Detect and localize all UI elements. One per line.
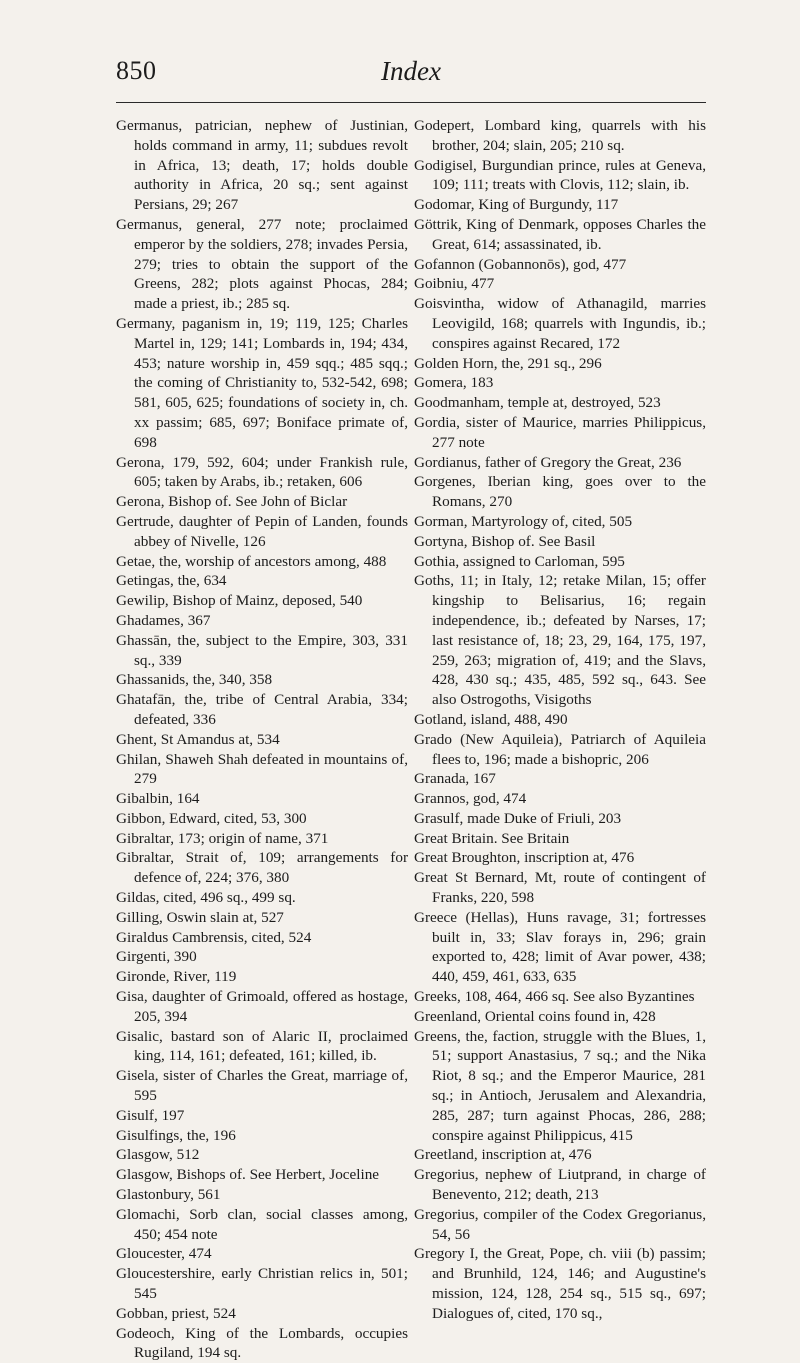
index-entry: Gomera, 183 bbox=[414, 374, 494, 392]
index-entry: Godeoch, King of the Lombards, occupies Rugiland, 194 sq. bbox=[116, 1324, 408, 1362]
index-entry: Gertrude, daughter of Pepin of Landen, founds abbey of Nivelle, 126 bbox=[116, 512, 408, 550]
index-entry: Girgenti, 390 bbox=[116, 948, 197, 966]
page-number: 850 bbox=[116, 56, 157, 85]
index-entry: Goibniu, 477 bbox=[414, 275, 495, 293]
left-column bbox=[116, 116, 408, 1363]
index-entry: Greenland, Oriental coins found in, 428 bbox=[414, 1007, 656, 1025]
index-entry: Glomachi, Sorb clan, social classes among, 450; 454 note bbox=[116, 1205, 408, 1243]
index-entry: Great Broughton, inscription at, 476 bbox=[414, 849, 635, 867]
index-entry: Gotland, island, 488, 490 bbox=[414, 710, 568, 728]
index-entry: Gisulf, 197 bbox=[116, 1106, 185, 1124]
index-entry: Gordianus, father of Gregory the Great, 236 bbox=[414, 453, 682, 471]
index-entry: Germanus, general, 277 note; proclaimed emperor by the soldiers, 278; invades Persia, 279; tries to obtain the support of the Greens, 282; plots against Phocas, 284; made a priest, ib.; 285 sq. bbox=[116, 215, 408, 313]
index-entry: Gortyna, Bishop of. See Basil bbox=[414, 532, 596, 550]
index-entry: Ghassanids, the, 340, 358 bbox=[116, 671, 273, 689]
index-entry: Grannos, god, 474 bbox=[414, 790, 527, 808]
index-entry: Gerona, 179, 592, 604; under Frankish rule, 605; taken by Arabs, ib.; retaken, 606 bbox=[116, 453, 408, 491]
index-entry: Gewilip, Bishop of Mainz, deposed, 540 bbox=[116, 592, 363, 610]
index-entry: Getingas, the, 634 bbox=[116, 572, 227, 590]
index-entry: Greetland, inscription at, 476 bbox=[414, 1146, 592, 1164]
index-entry: Ghatafān, the, tribe of Central Arabia, 334; defeated, 336 bbox=[116, 691, 408, 728]
index-columns bbox=[116, 116, 706, 1363]
index-entry: Ghilan, Shaweh Shah defeated in mountains of, 279 bbox=[116, 750, 408, 788]
index-entry: Gothia, assigned to Carloman, 595 bbox=[414, 552, 625, 570]
running-title: Index bbox=[381, 56, 441, 86]
index-entry: Gobban, priest, 524 bbox=[116, 1304, 236, 1322]
index-entry: Ghassān, the, subject to the Empire, 303, 331 sq., 339 bbox=[116, 631, 408, 669]
right-column bbox=[414, 116, 706, 1363]
index-entry: Gisa, daughter of Grimoald, offered as hostage, 205, 394 bbox=[116, 988, 408, 1025]
index-entry: Glastonbury, 561 bbox=[116, 1186, 221, 1204]
index-entry: Grasulf, made Duke of Friuli, 203 bbox=[414, 809, 622, 827]
index-entry: Gerona, Bishop of. See John of Biclar bbox=[116, 493, 348, 511]
index-entry: Gloucester, 474 bbox=[116, 1245, 212, 1263]
index-entry: Gregory I, the Great, Pope, ch. viii (b) passim; and Brunhild, 124, 146; and Augustine's mission, 124, 128, 254 sq., 515 sq., 697; Dialogues of, cited, 170 sq., bbox=[414, 1245, 706, 1322]
index-entry: Granada, 167 bbox=[414, 770, 496, 788]
index-entry: Ghadames, 367 bbox=[116, 611, 211, 629]
index-entry: Goisvintha, widow of Athanagild, marries Leovigild, 168; quarrels with Ingundis, ib.; conspires against Recared, 172 bbox=[414, 295, 706, 352]
index-entry: Gorman, Martyrology of, cited, 505 bbox=[414, 512, 633, 530]
index-entry: Glasgow, 512 bbox=[116, 1146, 200, 1164]
index-entry: Gilling, Oswin slain at, 527 bbox=[116, 908, 284, 926]
index-entry: Godepert, Lombard king, quarrels with his brother, 204; slain, 205; 210 sq. bbox=[414, 117, 706, 154]
index-entry: Gildas, cited, 496 sq., 499 sq. bbox=[116, 889, 296, 907]
index-entry: Greece (Hellas), Huns ravage, 31; fortresses built in, 33; Slav forays in, 296; grain exported to, 428; limit of Avar power, 438; 440, 459, 461, 633, 635 bbox=[414, 908, 706, 986]
index-entry: Ghent, St Amandus at, 534 bbox=[116, 730, 280, 748]
index-entry: Giraldus Cambrensis, cited, 524 bbox=[116, 928, 312, 946]
index-entry: Glasgow, Bishops of. See Herbert, Joceline bbox=[116, 1166, 380, 1184]
index-entry: Germanus, patrician, nephew of Justinian, holds command in army, 11; subdues revolt in Africa, 13; death, 17; holds double authority in Africa, 20 sq.; sent against Persians, 29; 267 bbox=[116, 117, 408, 214]
index-entry: Greens, the, faction, struggle with the Blues, 1, 51; support Anastasius, 7 sq.; and the Nika Riot, 8 sq.; and the Emperor Maurice, 281 sq.; in Antioch, Jerusalem and Alexandria, 285, 287; turn against Phocas, 286, 288; conspire against Philippicus, 415 bbox=[414, 1027, 706, 1144]
index-entry: Greeks, 108, 464, 466 sq. See also Byzantines bbox=[414, 988, 695, 1006]
index-entry: Germany, paganism in, 19; 119, 125; Charles Martel in, 129; 141; Lombards in, 194; 434, 453; nature worship in, 459 sqq.; 485 sqq.; the coming of Christianity to, 532-542, 698; 581, 605, 625; foundations of society in, ch. xx passim; 685, 697; Boniface primate of, 698 bbox=[116, 314, 408, 451]
index-entry: Gofannon (Gobannonōs), god, 477 bbox=[414, 255, 627, 273]
index-entry: Grado (New Aquileia), Patriarch of Aquileia flees to, 196; made a bishopric, 206 bbox=[414, 730, 706, 768]
index-entry: Great St Bernard, Mt, route of contingent of Franks, 220, 598 bbox=[414, 869, 706, 907]
index-entry: Gibraltar, 173; origin of name, 371 bbox=[116, 829, 329, 847]
index-entry: Goths, 11; in Italy, 12; retake Milan, 15; offer kingship to Belisarius, 16; regain independence, ib.; defeated by Narses, 17; last resistance of, 18; 23, 29, 164, 175, 197, 259, 263; migration of, 419; and the Slavs, 428, 430 sq.; 435, 485, 592 sq., 643. See also Ostrogoths, Visigoths bbox=[414, 572, 706, 709]
page-header bbox=[116, 56, 706, 100]
header-rule bbox=[116, 102, 706, 103]
index-entry: Gregorius, compiler of the Codex Gregorianus, 54, 56 bbox=[414, 1205, 706, 1243]
index-entry: Golden Horn, the, 291 sq., 296 bbox=[414, 354, 602, 372]
index-entry: Gisalic, bastard son of Alaric II, proclaimed king, 114, 161; defeated, 161; killed, ib. bbox=[116, 1027, 408, 1065]
index-entry: Gordia, sister of Maurice, marries Philippicus, 277 note bbox=[414, 413, 706, 451]
index-entry: Göttrik, King of Denmark, opposes Charles the Great, 614; assassinated, ib. bbox=[414, 215, 706, 253]
index-entry: Goodmanham, temple at, destroyed, 523 bbox=[414, 394, 661, 412]
index-entry: Great Britain. See Britain bbox=[414, 829, 570, 847]
index-entry: Gironde, River, 119 bbox=[116, 968, 237, 986]
index-entry: Godomar, King of Burgundy, 117 bbox=[414, 196, 619, 214]
index-entry: Gisela, sister of Charles the Great, marriage of, 595 bbox=[116, 1067, 408, 1105]
index-entry: Gibraltar, Strait of, 109; arrangements for defence of, 224; 376, 380 bbox=[116, 849, 408, 887]
index-entry: Gloucestershire, early Christian relics in, 501; 545 bbox=[116, 1265, 408, 1303]
index-entry: Gregorius, nephew of Liutprand, in charge of Benevento, 212; death, 213 bbox=[414, 1166, 706, 1204]
index-entry: Getae, the, worship of ancestors among, 488 bbox=[116, 552, 387, 570]
index-entry: Gorgenes, Iberian king, goes over to the Romans, 270 bbox=[414, 473, 706, 511]
index-entry: Gisulfings, the, 196 bbox=[116, 1126, 236, 1144]
index-entry: Gibbon, Edward, cited, 53, 300 bbox=[116, 809, 307, 827]
index-entry: Godigisel, Burgundian prince, rules at Geneva, 109; 111; treats with Clovis, 112; slain, ib. bbox=[414, 156, 706, 194]
index-entry: Gibalbin, 164 bbox=[116, 790, 200, 808]
